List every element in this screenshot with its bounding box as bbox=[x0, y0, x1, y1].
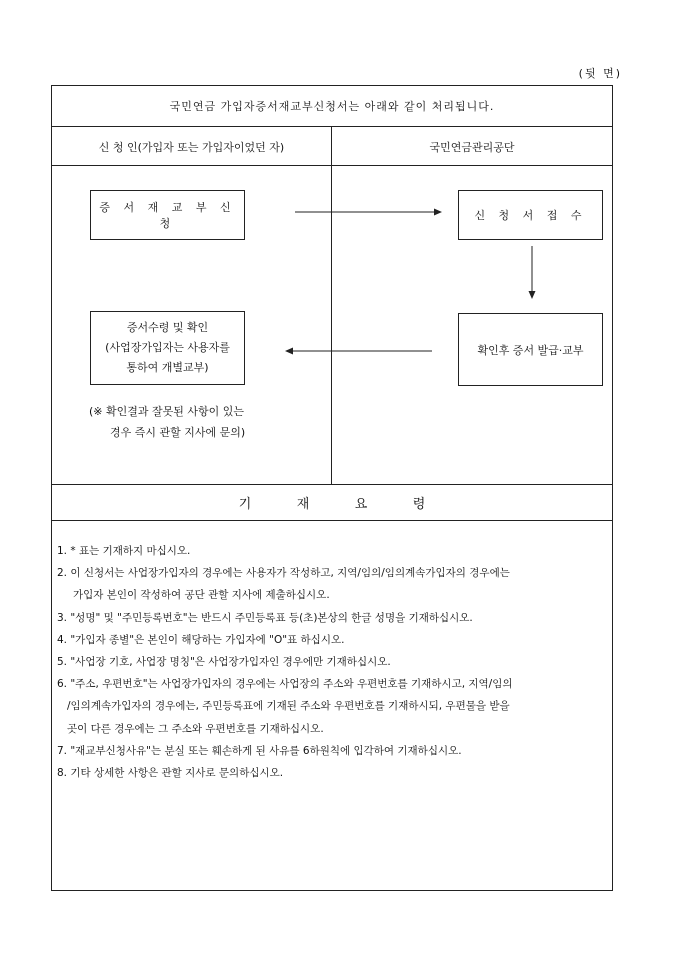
column-header-applicant: 신 청 인(가입자 또는 가입자이었던 자) bbox=[98, 141, 285, 154]
column-header-agency: 국민연금관리공단 bbox=[429, 141, 515, 154]
receipt-line-1: (사업장가입자는 사용자를 bbox=[105, 341, 230, 354]
form-frame bbox=[51, 85, 613, 891]
flow-box-receive: 신 청 서 접 수 bbox=[458, 190, 603, 240]
heading-char: 기 bbox=[238, 496, 252, 512]
arrow-head-left bbox=[285, 348, 293, 355]
list-item: 3. "성명" 및 "주민등록번호"는 반드시 주민등록표 등(초)본상의 한글 성명을 기재하십시오. bbox=[57, 611, 473, 624]
list-item: /임의계속가입자의 경우에는, 주민등록표에 기재된 주소와 우편번호를 기재하시되, 우편물을 받을 bbox=[67, 700, 510, 713]
receipt-title: 증서수령 및 확인 bbox=[126, 321, 209, 334]
page-side-label: (뒷 면) bbox=[578, 67, 622, 80]
heading-char: 요 bbox=[354, 496, 368, 512]
flow-box-apply: 증 서 재 교 부 신 청 bbox=[90, 190, 245, 240]
list-item: 7. "재교부신청사유"는 분실 또는 훼손하게 된 사유를 6하원칙에 입각하여 기재하십시오. bbox=[57, 744, 462, 757]
list-item: 1. * 표는 기재하지 마십시오. bbox=[57, 545, 191, 557]
list-item: 5. "사업장 기호, 사업장 명칭"은 사업장가입자인 경우에만 기재하십시오. bbox=[57, 656, 391, 669]
heading-char: 재 bbox=[296, 496, 310, 512]
list-item: 2. 이 신청서는 사업장가입자의 경우에는 사용자가 작성하고, 지역/임의/임의계속가입자의 경우에는 bbox=[57, 567, 510, 580]
instructions-list bbox=[57, 540, 513, 784]
receipt-line-2: 통하여 개별교부) bbox=[126, 361, 209, 374]
instructions-heading bbox=[52, 484, 612, 520]
divider bbox=[52, 520, 612, 521]
flow-box-confirm-issue: 확인후 증서 발급·교부 bbox=[458, 313, 603, 386]
list-item: 가입자 본인이 작성하여 공단 관할 지사에 제출하십시오. bbox=[73, 589, 330, 602]
flow-note-line-2: 경우 즉시 관할 지사에 문의) bbox=[110, 426, 246, 439]
flow-arrows bbox=[52, 86, 612, 486]
list-item: 6. "주소, 우편번호"는 사업장가입자의 경우에는 사업장의 주소와 우편번호를 기재하시고, 지역/임의 bbox=[57, 678, 513, 691]
flow-note-line-1: (※ 확인결과 잘못된 사항이 있는 bbox=[89, 405, 245, 418]
heading-char: 령 bbox=[412, 496, 426, 512]
arrow-head-down bbox=[529, 291, 536, 299]
list-item: 4. "가입자 종별"은 본인이 해당하는 가입자에 "O"표 하십시오. bbox=[57, 633, 345, 646]
list-item: 곳이 다른 경우에는 그 주소와 우편번호를 기재하십시오. bbox=[67, 722, 324, 735]
list-item: 8. 기타 상세한 사항은 관할 지사로 문의하십시오. bbox=[57, 767, 284, 780]
banner-text: 국민연금 가입자증서재교부신청서는 아래와 같이 처리됩니다. bbox=[169, 100, 495, 113]
arrow-head-right bbox=[434, 209, 442, 216]
